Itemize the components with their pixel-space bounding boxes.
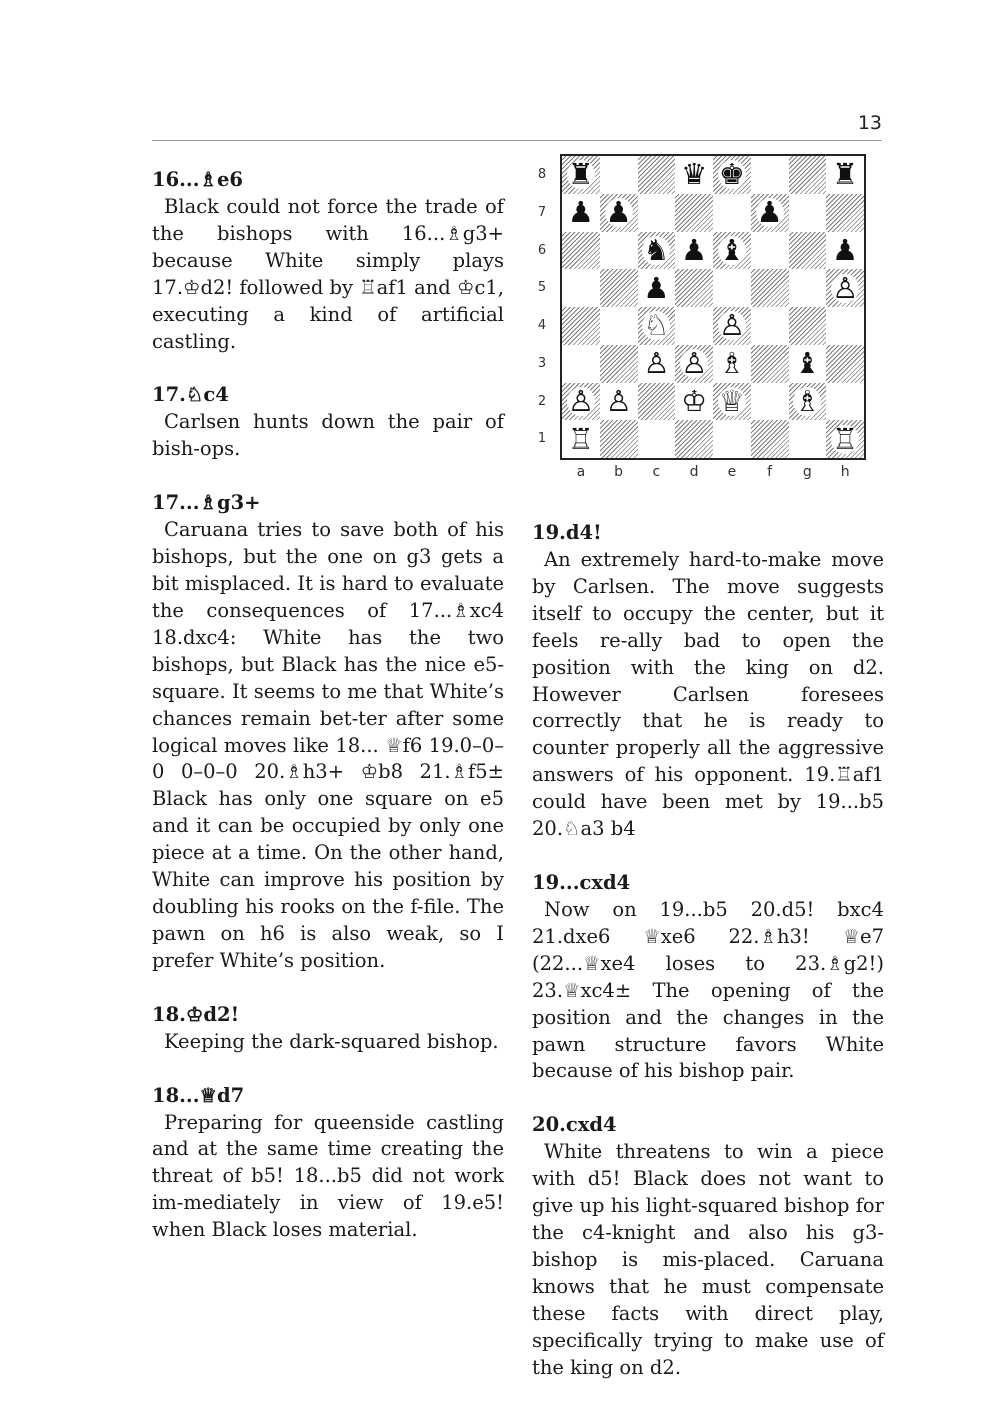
chess-piece-c3: ♙: [643, 346, 670, 381]
chess-piece-b7: ♟: [605, 195, 632, 230]
board-square-a6: [562, 232, 600, 270]
file-label: g: [802, 464, 812, 480]
file-label: f: [767, 464, 773, 480]
board-square-g7: [789, 194, 827, 232]
header-rule: [152, 140, 882, 141]
chess-piece-d3: ♙: [681, 346, 708, 381]
board-square-c8: [638, 156, 676, 194]
chess-piece-c5: ♟: [643, 270, 670, 305]
board-square-b6: [600, 232, 638, 270]
move-commentary: Carlsen hunts down the pair of bish-ops.: [152, 410, 504, 461]
move-block: [152, 489, 504, 974]
move-heading: 18...♕d7: [152, 1083, 245, 1107]
board-square-g5: [789, 269, 827, 307]
board-square-f4: [751, 307, 789, 345]
move-block: [152, 166, 504, 355]
chess-piece-d8: ♛: [681, 157, 708, 192]
board-square-b1: [600, 420, 638, 458]
move-heading: 18.♔d2!: [152, 1002, 240, 1026]
board-square-c7: [638, 194, 676, 232]
move-commentary: An extremely hard-to-make move by Carlsen. The move suggests itself to occupy the center, but it feels re-ally bad to open the position with the king on d2. However Carlsen foresees correctly that he is ready to counter properly all the aggressive answers of his opponent. 19.♖af1 could have been met by 19...b5 20.♘a3 b4: [532, 548, 884, 841]
file-label: a: [576, 464, 586, 480]
chess-piece-g3: ♝: [794, 346, 821, 381]
board-square-g4: [789, 307, 827, 345]
board-square-g6: [789, 232, 827, 270]
left-column: [152, 166, 504, 1270]
rank-label: 7: [537, 204, 547, 220]
chess-board: [560, 154, 866, 460]
board-square-b4: [600, 307, 638, 345]
board-square-d1: [675, 420, 713, 458]
board-square-h7: [826, 194, 864, 232]
chess-piece-h8: ♜: [832, 157, 859, 192]
move-heading: 19...cxd4: [532, 870, 631, 894]
board-square-e7: [713, 194, 751, 232]
file-label: e: [727, 464, 737, 480]
board-square-a5: [562, 269, 600, 307]
board-square-c2: [638, 383, 676, 421]
board-square-d4: [675, 307, 713, 345]
board-square-g8: [789, 156, 827, 194]
chess-piece-h5: ♙: [832, 270, 859, 305]
file-label: b: [614, 464, 624, 480]
chess-piece-b2: ♙: [605, 383, 632, 418]
file-label: h: [840, 464, 850, 480]
board-square-a4: [562, 307, 600, 345]
board-square-f2: [751, 383, 789, 421]
rank-label: 1: [537, 431, 547, 447]
board-square-h2: [826, 383, 864, 421]
chess-piece-e6: ♝: [718, 232, 745, 267]
board-square-d7: [675, 194, 713, 232]
board-square-h4: [826, 307, 864, 345]
board-square-g1: [789, 420, 827, 458]
move-commentary: Caruana tries to save both of his bishops, but the one on g3 gets a bit misplaced. It is hard to evaluate the consequences of 17...♗xc4 18.dxc4: White has the two bishops, but Black has the nice e5-square. It seems to me that White’s chances remain bet-ter after some logical moves like 18... ♕f6 19.0–0–0 0–0–0 20.♗h3+ ♔b8 21.♗f5± Black has only one square on e5 and it can be occupied by only one piece at a time. On the other hand, White can improve his position by doubling his rooks on the f-file. The pawn on h6 is also weak, so I prefer White’s position.: [152, 518, 504, 972]
board-square-f5: [751, 269, 789, 307]
board-square-b8: [600, 156, 638, 194]
chess-piece-d2: ♔: [681, 383, 708, 418]
chess-piece-h6: ♟: [832, 232, 859, 267]
move-commentary: Keeping the dark-squared bishop.: [164, 1029, 499, 1053]
board-square-b5: [600, 269, 638, 307]
board-square-e5: [713, 269, 751, 307]
move-block: [152, 381, 504, 463]
board-square-d5: [675, 269, 713, 307]
move-commentary: White threatens to win a piece with d5! Black does not want to give up his light-squared bishop for the c4-knight and also his g3-bishop is mis-placed. Caruana knows that he must compensate these facts with direct play, specifically trying to make use of the king on d2.: [532, 1140, 884, 1379]
board-square-f1: [751, 420, 789, 458]
chess-piece-a2: ♙: [567, 383, 594, 418]
rank-label: 2: [537, 393, 547, 409]
right-column: [532, 519, 884, 1407]
move-commentary: Black could not force the trade of the bishops with 16...♗g3+ because White simply plays 17.♔d2! followed by ♖af1 and ♔c1, executing a kind of artificial castling.: [152, 195, 504, 353]
chess-piece-c4: ♘: [643, 308, 670, 343]
chess-piece-g2: ♗: [794, 383, 821, 418]
board-square-h3: [826, 345, 864, 383]
chess-piece-e3: ♗: [718, 346, 745, 381]
page-number: 13: [857, 112, 882, 134]
move-commentary: Preparing for queenside castling and at the same time creating the threat of b5! 18...b5 did not work im-mediately in view of 19.e5! when Black loses material.: [152, 1110, 504, 1242]
chess-piece-a8: ♜: [567, 157, 594, 192]
board-square-a3: [562, 345, 600, 383]
rank-label: 4: [537, 318, 547, 333]
board-square-f6: [751, 232, 789, 270]
board-square-c1: [638, 420, 676, 458]
rank-label: 6: [537, 242, 547, 258]
board-square-f3: [751, 345, 789, 383]
board-square-e1: [713, 420, 751, 458]
move-block: [532, 519, 884, 843]
rank-label: 5: [537, 280, 547, 296]
move-block: [532, 869, 884, 1085]
move-block: [152, 1082, 504, 1245]
move-commentary: Now on 19...b5 20.d5! bxc4 21.dxe6 ♕xe6 22.♗h3! ♕e7 (22...♕xe4 loses to 23.♗g2!) 23.♕xc4± The opening of the position and the changes in the pawn structure favors White because of his bishop pair.: [532, 897, 884, 1083]
move-block: [152, 1001, 504, 1056]
board-square-b3: [600, 345, 638, 383]
chess-piece-e2: ♕: [718, 383, 745, 418]
file-label: c: [652, 464, 661, 480]
chess-piece-a7: ♟: [567, 195, 594, 230]
rank-label: 3: [537, 355, 547, 371]
chess-diagram: [532, 152, 872, 492]
board-square-f8: [751, 156, 789, 194]
move-block: [532, 1111, 884, 1381]
chess-piece-c6: ♞: [643, 232, 670, 267]
chess-piece-d6: ♟: [681, 232, 708, 267]
move-heading: 17.♘c4: [152, 383, 229, 407]
file-label: d: [689, 464, 699, 480]
rank-label: 8: [537, 167, 547, 182]
chess-piece-h1: ♖: [832, 421, 859, 456]
move-heading: 19.d4!: [532, 521, 602, 544]
chess-piece-a1: ♖: [567, 421, 594, 456]
chess-piece-e8: ♚: [718, 157, 745, 192]
move-heading: 16...♗e6: [152, 168, 243, 191]
move-heading: 17...♗g3+: [152, 491, 261, 515]
chess-piece-f7: ♟: [756, 195, 783, 230]
move-heading: 20.cxd4: [532, 1113, 617, 1137]
chess-piece-e4: ♙: [718, 308, 745, 343]
